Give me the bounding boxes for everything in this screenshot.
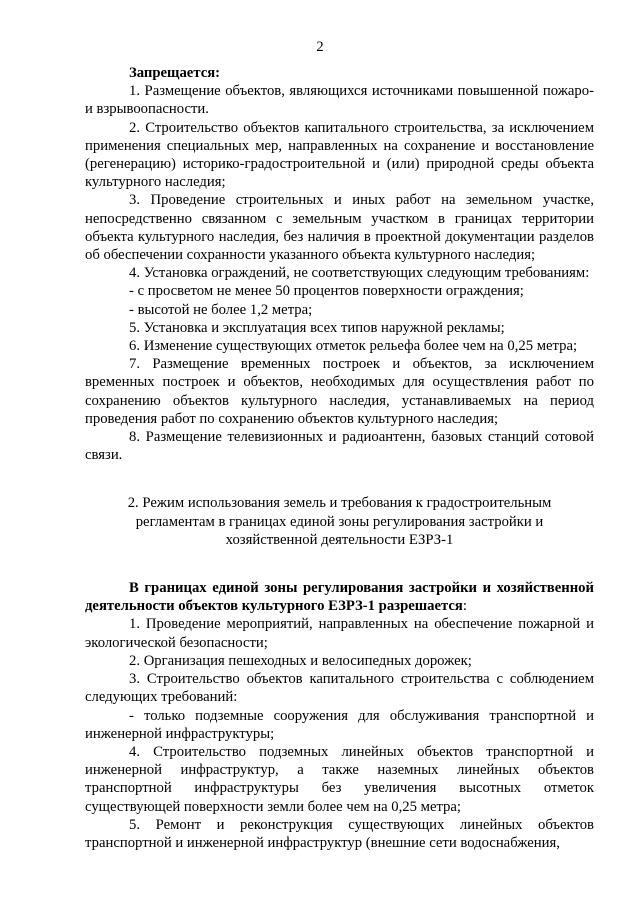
allowed-heading-tail: : xyxy=(462,598,467,615)
document-body xyxy=(85,64,594,852)
allowed-item-2: 2. Организация пешеходных и велосипедных дорожек; xyxy=(129,652,472,669)
prohibited-item-5: 5. Установка и эксплуатация всех типов наружной рекламы; xyxy=(129,319,505,336)
prohibited-item-2: 2. Строительство объектов капитального строительства, за исключением применения специальных мер, направленных на сохранение и восстановление (регенерацию) историко-градостроительной и (или) природной среды объекта культурного наследия; xyxy=(85,119,594,191)
prohibited-item-7: 7. Размещение временных построек и объектов, за исключением временных построек и объектов, необходимых для осуществления работ по сохранению объектов культурного наследия, устанавливаемых на период проведения работ по сохранению объектов культурного наследия; xyxy=(85,356,594,427)
prohibited-item-3: 3. Проведение строительных и иных работ на земельном участке, непосредственно связанном с земельным участком в границах территории объекта культурного наследия, без наличия в проектной документации разделов об обеспечении сохранности указанного объекта культурного наследия; xyxy=(85,192,594,264)
prohibited-item-1: 1. Размещение объектов, являющихся источниками повышенной пожаро- и взрывоопасности. xyxy=(85,83,594,118)
allowed-item-4: 4. Строительство подземных линейных объектов транспортной и инженерной инфраструктур, а также наземных линейных объектов транспортной инфраструктуры без увеличения высотных отметок существующей поверхности земли более чем на 0,25 метра; xyxy=(85,743,594,815)
allowed-item-3-req-1: - только подземные сооружения для обслуживания транспортной и инженерной инфраструктуры; xyxy=(85,707,594,742)
page-number: 2 xyxy=(316,39,324,55)
prohibited-item-6: 6. Изменение существующих отметок рельефа более чем на 0,25 метра; xyxy=(129,338,578,355)
prohibited-item-4: 4. Установка ограждений, не соответствующих следующим требованиям: xyxy=(129,265,590,282)
prohibited-item-8: 8. Размещение телевизионных и радиоантенн, базовых станций сотовой связи. xyxy=(85,429,594,464)
prohibited-heading: Запрещается: xyxy=(129,65,221,81)
allowed-item-1: 1. Проведение мероприятий, направленных на обеспечение пожарной и экологической безопасности; xyxy=(85,616,594,651)
allowed-item-3: 3. Строительство объектов капитального строительства с соблюдением следующих требований: xyxy=(85,671,594,706)
section-2-heading: 2. Режим использования земель и требования к градостроительным регламентам в границах единой зоны регулирования застройки и хозяйственной деятельности ЕЗРЗ-1 xyxy=(127,495,552,548)
allowed-heading xyxy=(85,579,594,615)
allowed-item-5: 5. Ремонт и реконструкция существующих линейных объектов транспортной и инженерной инфраструктур (внешние сети водоснабжения, xyxy=(85,816,594,851)
prohibited-item-4-req-1: - с просветом не менее 50 процентов поверхности ограждения; xyxy=(129,283,524,300)
prohibited-item-4-req-2: - высотой не более 1,2 метра; xyxy=(129,301,313,318)
allowed-heading-bold: В границах единой зоны регулирования застройки и хозяйственной деятельности объектов культурного ЕЗРЗ-1 разрешается xyxy=(85,580,594,615)
